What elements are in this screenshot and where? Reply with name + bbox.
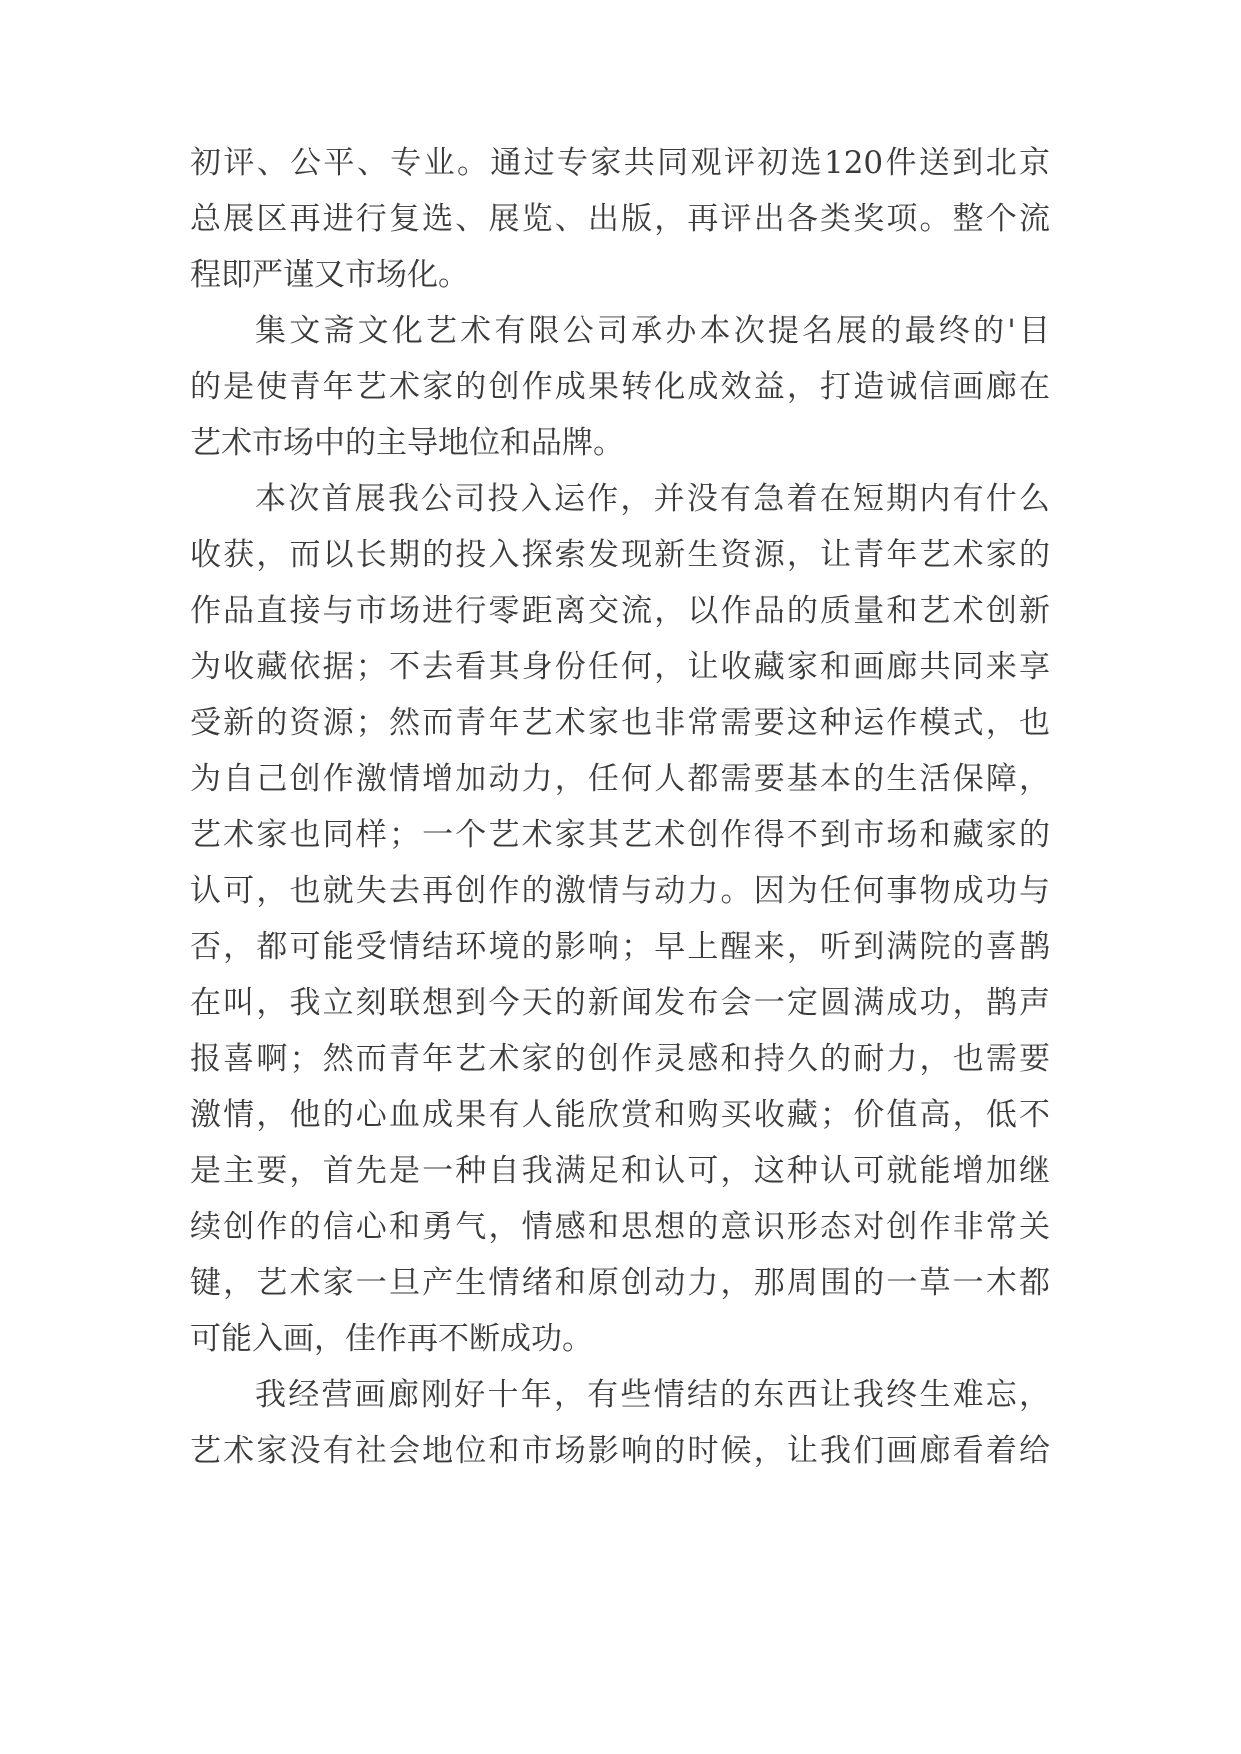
text-line: 是主要，首先是一种自我满足和认可，这种认可就能增加继 <box>190 1153 1050 1189</box>
text-line: 艺术市场中的主导地位和品牌。 <box>190 425 624 461</box>
text-line: 可能入画，佳作再不断成功。 <box>190 1321 593 1357</box>
text-line: 认可，也就失去再创作的激情与动力。因为任何事物成功与 <box>190 873 1050 909</box>
text-line: 否，都可能受情结环境的影响；早上醒来，听到满院的喜鹊 <box>190 929 1050 965</box>
text-line: 续创作的信心和勇气，情感和思想的意识形态对创作非常关 <box>190 1209 1050 1245</box>
text-line: 为收藏依据；不去看其身份任何，让收藏家和画廊共同来享 <box>190 649 1050 685</box>
text-line: 艺术家没有社会地位和市场影响的时候，让我们画廊看着给 <box>190 1433 1050 1469</box>
text-line: 艺术家也同样；一个艺术家其艺术创作得不到市场和藏家的 <box>190 817 1050 853</box>
text-line: 在叫，我立刻联想到今天的新闻发布会一定圆满成功，鹊声 <box>190 985 1050 1021</box>
text-line: 为自己创作激情增加动力，任何人都需要基本的生活保障， <box>190 761 1050 797</box>
text-line: 本次首展我公司投入运作，并没有急着在短期内有什么 <box>255 481 1050 517</box>
text-line: 收获，而以长期的投入探索发现新生资源，让青年艺术家的 <box>190 537 1050 573</box>
text-line: 程即严谨又市场化。 <box>190 257 469 293</box>
text-line: 作品直接与市场进行零距离交流，以作品的质量和艺术创新 <box>190 593 1050 629</box>
text-line: 我经营画廊刚好十年，有些情结的东西让我终生难忘， <box>255 1377 1050 1413</box>
text-line: 受新的资源；然而青年艺术家也非常需要这种运作模式，也 <box>190 705 1050 741</box>
text-line: 键，艺术家一旦产生情绪和原创动力，那周围的一草一木都 <box>190 1265 1050 1301</box>
text-line: 激情，他的心血成果有人能欣赏和购买收藏；价值高，低不 <box>190 1097 1050 1133</box>
text-line: 总展区再进行复选、展览、出版，再评出各类奖项。整个流 <box>190 201 1050 237</box>
text-line: 初评、公平、专业。通过专家共同观评初选120件送到北京 <box>190 145 1050 181</box>
text-line: 集文斋文化艺术有限公司承办本次提名展的最终的'目 <box>255 313 1050 349</box>
text-line: 报喜啊；然而青年艺术家的创作灵感和持久的耐力，也需要 <box>190 1041 1050 1077</box>
text-line: 的是使青年艺术家的创作成果转化成效益，打造诚信画廊在 <box>190 369 1050 405</box>
